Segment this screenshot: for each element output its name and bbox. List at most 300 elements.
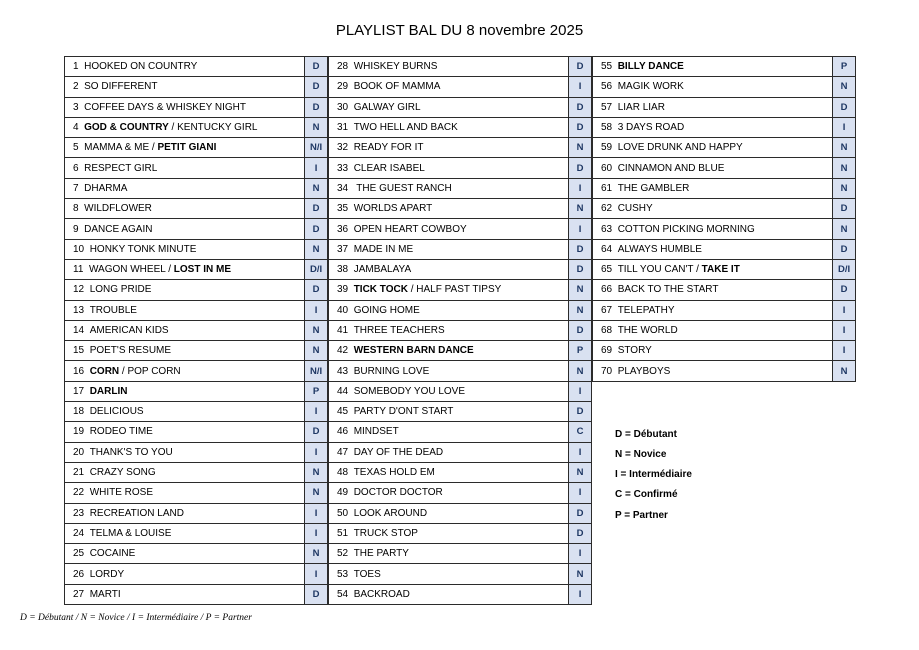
- song-title-cell: [65, 178, 305, 198]
- song-title-part: TWO HELL AND BACK: [353, 122, 458, 134]
- song-title-part: CUSHY: [617, 203, 653, 215]
- song-title-cell: [65, 544, 305, 564]
- song-title-part: JAMBALAYA: [353, 264, 412, 276]
- level-badge: P: [569, 341, 592, 361]
- table-row: [329, 239, 592, 259]
- level-badge: I: [569, 442, 592, 462]
- table-row: [593, 300, 856, 320]
- song-title-cell: [65, 361, 305, 381]
- song-number: 7: [73, 182, 79, 194]
- song-number: 59: [601, 142, 613, 154]
- song-number: 49: [337, 487, 349, 499]
- song-number: 20: [73, 446, 85, 458]
- level-badge: N: [833, 219, 856, 239]
- level-badge: N: [305, 341, 328, 361]
- level-badge: I: [305, 402, 328, 422]
- table-row: [329, 178, 592, 198]
- table-row: [329, 483, 592, 503]
- table-row: [329, 341, 592, 361]
- footnote: D = Débutant / N = Novice / I = Intermédiaire / P = Partner: [20, 613, 252, 623]
- song-title-cell: [65, 239, 305, 259]
- song-number: 69: [601, 345, 613, 357]
- song-title-cell: [65, 259, 305, 279]
- song-title-part: / POP CORN: [119, 365, 181, 377]
- song-number: 2: [73, 81, 79, 93]
- song-number: 31: [337, 122, 349, 134]
- level-badge: D: [569, 259, 592, 279]
- table-row: [65, 280, 328, 300]
- table-row: [65, 239, 328, 259]
- table-row: [65, 422, 328, 442]
- song-number: 44: [337, 385, 349, 397]
- table-row: [593, 77, 856, 97]
- song-number: 60: [601, 162, 613, 174]
- level-badge: D: [569, 239, 592, 259]
- song-title-cell: [329, 97, 569, 117]
- level-badge: N: [569, 199, 592, 219]
- table-row: [65, 564, 328, 584]
- song-title-part: LIAR LIAR: [617, 101, 665, 113]
- song-title-cell: [593, 361, 833, 381]
- song-title-cell: [329, 158, 569, 178]
- legend-item: N = Novice: [615, 449, 667, 460]
- song-title-part: PLAYBOYS: [617, 365, 671, 377]
- song-title-cell: [593, 219, 833, 239]
- level-badge: D: [305, 584, 328, 604]
- song-title-cell: [65, 97, 305, 117]
- song-title-part: DELICIOUS: [89, 406, 144, 418]
- song-title-part: COFFEE DAYS & WHISKEY NIGHT: [84, 101, 246, 113]
- level-badge: D: [833, 239, 856, 259]
- song-number: 30: [337, 101, 349, 113]
- level-badge: N: [305, 483, 328, 503]
- table-row: [329, 199, 592, 219]
- song-number: 13: [73, 304, 85, 316]
- table-row: [593, 341, 856, 361]
- level-badge: N/I: [305, 361, 328, 381]
- playlist-column-2: [328, 56, 592, 605]
- song-number: 61: [601, 182, 613, 194]
- song-number: 19: [73, 426, 85, 438]
- song-title-cell: [65, 564, 305, 584]
- song-title-cell: [65, 523, 305, 543]
- level-badge: D: [305, 77, 328, 97]
- table-row: [329, 138, 592, 158]
- song-title-part: RODEO TIME: [89, 426, 153, 438]
- song-number: 40: [337, 304, 349, 316]
- song-title-part: TOES: [353, 568, 381, 580]
- song-title-part: COCAINE: [89, 548, 136, 560]
- song-title-part: BILLY DANCE: [617, 61, 684, 73]
- song-number: 8: [73, 203, 79, 215]
- table-row: [65, 138, 328, 158]
- song-title-part: TILL YOU CAN'T /: [617, 264, 702, 276]
- song-title-part: COTTON PICKING MORNING: [617, 223, 755, 235]
- song-number: 27: [73, 588, 85, 600]
- song-title-part: THE PARTY: [353, 548, 409, 560]
- table-row: [593, 219, 856, 239]
- table-row: [329, 564, 592, 584]
- song-number: 56: [601, 81, 613, 93]
- level-badge: I: [833, 341, 856, 361]
- song-title-cell: [593, 138, 833, 158]
- song-title-cell: [329, 462, 569, 482]
- song-title-part: LOOK AROUND: [353, 507, 428, 519]
- table-row: [329, 422, 592, 442]
- song-title-cell: [65, 77, 305, 97]
- song-number: 32: [337, 142, 349, 154]
- level-badge: I: [833, 320, 856, 340]
- song-number: 14: [73, 325, 85, 336]
- level-badge: C: [569, 422, 592, 442]
- level-badge: I: [305, 158, 328, 178]
- table-row: [329, 300, 592, 320]
- song-title-cell: [65, 320, 305, 340]
- level-badge: D/I: [305, 259, 328, 279]
- song-number: 10: [73, 243, 85, 255]
- table-row: [593, 117, 856, 137]
- table-row: [65, 402, 328, 422]
- level-badge: N: [833, 138, 856, 158]
- song-title-cell: [329, 584, 569, 604]
- song-title-part: WESTERN BARN DANCE: [353, 345, 474, 357]
- song-number: 67: [601, 304, 613, 316]
- table-row: [329, 158, 592, 178]
- song-number: 29: [337, 81, 349, 93]
- level-badge: N: [305, 239, 328, 259]
- song-title-cell: [65, 402, 305, 422]
- song-title-part: LONG PRIDE: [89, 284, 152, 296]
- level-badge: D: [833, 97, 856, 117]
- level-badge: N: [569, 300, 592, 320]
- song-title-part: CRAZY SONG: [89, 467, 156, 479]
- song-title-cell: [65, 138, 305, 158]
- table-row: [593, 361, 856, 381]
- level-badge: N: [305, 544, 328, 564]
- song-number: 35: [337, 203, 349, 215]
- song-number: 52: [337, 548, 349, 560]
- table-row: [65, 320, 328, 340]
- level-badge: N/I: [305, 138, 328, 158]
- song-number: 43: [337, 365, 349, 377]
- song-title-part: ALWAYS HUMBLE: [617, 243, 702, 255]
- table-row: [329, 219, 592, 239]
- song-title-cell: [329, 300, 569, 320]
- song-title-part: CLEAR ISABEL: [353, 162, 425, 174]
- song-number: 42: [337, 345, 349, 357]
- song-title-cell: [329, 422, 569, 442]
- song-number: 4: [73, 122, 79, 134]
- song-title-cell: [329, 381, 569, 401]
- song-number: 22: [73, 487, 85, 499]
- song-number: 28: [337, 61, 349, 73]
- song-title-part: AMERICAN KIDS: [89, 325, 169, 336]
- level-badge: D: [305, 97, 328, 117]
- song-title-part: DAY OF THE DEAD: [353, 446, 444, 458]
- song-title-cell: [329, 564, 569, 584]
- song-title-part: MADE IN ME: [353, 243, 414, 255]
- song-title-part: TRUCK STOP: [353, 527, 418, 539]
- song-title-part: THREE TEACHERS: [353, 325, 445, 336]
- song-number: 17: [73, 385, 85, 397]
- song-number: 50: [337, 507, 349, 519]
- song-title-cell: [65, 300, 305, 320]
- song-title-part: LORDY: [89, 568, 125, 580]
- song-title-part: OPEN HEART COWBOY: [353, 223, 467, 235]
- legend-item: C = Confirmé: [615, 489, 678, 500]
- table-row: [593, 97, 856, 117]
- song-title-cell: [329, 259, 569, 279]
- song-number: 65: [601, 264, 613, 276]
- song-title-part: READY FOR IT: [353, 142, 424, 154]
- level-badge: I: [569, 483, 592, 503]
- song-title-cell: [329, 77, 569, 97]
- level-badge: I: [305, 300, 328, 320]
- table-row: [593, 138, 856, 158]
- song-title-part: TELEPATHY: [617, 304, 675, 316]
- song-title-part: / HALF PAST TIPSY: [407, 284, 502, 296]
- level-badge: D/I: [833, 259, 856, 279]
- level-badge: I: [833, 300, 856, 320]
- level-badge: N: [569, 564, 592, 584]
- table-row: [593, 57, 856, 77]
- song-title-cell: [65, 584, 305, 604]
- table-row: [65, 199, 328, 219]
- song-number: 9: [73, 223, 79, 235]
- song-number: 37: [337, 243, 349, 255]
- song-number: 16: [73, 365, 85, 377]
- song-number: 5: [73, 142, 79, 154]
- song-title-cell: [65, 503, 305, 523]
- table-row: [65, 158, 328, 178]
- level-badge: D: [569, 523, 592, 543]
- song-title-part: RECREATION LAND: [89, 507, 184, 519]
- song-number: 6: [73, 162, 79, 174]
- level-badge: N: [833, 178, 856, 198]
- song-number: 36: [337, 223, 349, 235]
- song-title-cell: [329, 361, 569, 381]
- table-row: [329, 402, 592, 422]
- song-number: 11: [73, 264, 84, 276]
- song-title-part: WHITE ROSE: [89, 487, 154, 499]
- song-title-part: TELMA & LOUISE: [89, 527, 172, 539]
- level-badge: N: [569, 462, 592, 482]
- song-title-part: BURNING LOVE: [353, 365, 430, 377]
- song-title-part: WHISKEY BURNS: [353, 61, 438, 73]
- table-row: [329, 442, 592, 462]
- song-title-cell: [65, 462, 305, 482]
- table-row: [65, 442, 328, 462]
- song-title-cell: [329, 138, 569, 158]
- table-row: [593, 158, 856, 178]
- legend-item: I = Intermédiaire: [615, 469, 692, 480]
- level-badge: I: [569, 584, 592, 604]
- table-row: [593, 280, 856, 300]
- song-number: 26: [73, 568, 85, 580]
- level-badge: N: [305, 117, 328, 137]
- table-row: [65, 523, 328, 543]
- level-badge: D: [569, 97, 592, 117]
- table-row: [329, 523, 592, 543]
- level-badge: D: [305, 280, 328, 300]
- level-badge: N: [833, 361, 856, 381]
- song-number: 63: [601, 223, 613, 235]
- table-row: [65, 97, 328, 117]
- song-title-part: WAGON WHEEL /: [88, 264, 174, 276]
- song-title-cell: [593, 117, 833, 137]
- song-title-part: SOMEBODY YOU LOVE: [353, 385, 466, 397]
- song-title-part: HONKY TONK MINUTE: [89, 243, 197, 255]
- song-number: 51: [337, 527, 349, 539]
- song-title-cell: [65, 219, 305, 239]
- song-title-cell: [329, 341, 569, 361]
- level-badge: D: [569, 57, 592, 77]
- song-title-cell: [329, 402, 569, 422]
- table-row: [329, 259, 592, 279]
- song-title-part: DARLIN: [89, 385, 128, 397]
- table-row: [65, 300, 328, 320]
- table-row: [65, 544, 328, 564]
- song-number: 15: [73, 345, 85, 357]
- level-badge: D: [569, 158, 592, 178]
- table-row: [329, 584, 592, 604]
- song-title-part: CINNAMON AND BLUE: [617, 162, 725, 174]
- song-number: 34: [337, 182, 349, 194]
- table-row: [329, 320, 592, 340]
- song-number: 53: [337, 568, 349, 580]
- table-row: [593, 178, 856, 198]
- legend-item: P = Partner: [615, 510, 668, 521]
- song-title-cell: [329, 442, 569, 462]
- song-number: 46: [337, 426, 349, 438]
- table-row: [329, 544, 592, 564]
- level-badge: I: [569, 381, 592, 401]
- song-title-cell: [329, 483, 569, 503]
- level-badge: N: [305, 320, 328, 340]
- level-badge: N: [569, 138, 592, 158]
- song-title-cell: [593, 239, 833, 259]
- level-badge: N: [833, 158, 856, 178]
- song-title-cell: [593, 280, 833, 300]
- level-badge: I: [305, 503, 328, 523]
- song-title-part: 3 DAYS ROAD: [617, 122, 685, 134]
- level-badge: P: [833, 57, 856, 77]
- song-title-cell: [65, 158, 305, 178]
- level-badge: I: [569, 219, 592, 239]
- song-number: 25: [73, 548, 85, 560]
- song-title-cell: [593, 158, 833, 178]
- song-number: 45: [337, 406, 349, 418]
- level-badge: N: [305, 462, 328, 482]
- song-title-cell: [65, 57, 305, 77]
- song-title-part: BACK TO THE START: [617, 284, 719, 296]
- level-badge: N: [569, 361, 592, 381]
- level-badge: I: [305, 442, 328, 462]
- song-title-cell: [329, 239, 569, 259]
- song-title-part: CORN: [89, 365, 120, 377]
- song-title-part: / KENTUCKY GIRL: [168, 122, 258, 134]
- table-row: [65, 483, 328, 503]
- song-number: 21: [73, 467, 85, 479]
- song-title-part: MINDSET: [353, 426, 399, 438]
- song-number: 68: [601, 325, 613, 336]
- table-row: [329, 503, 592, 523]
- song-number: 54: [337, 588, 349, 600]
- song-title-part: TICK TOCK: [353, 284, 408, 296]
- song-title-cell: [329, 320, 569, 340]
- song-title-part: THE GAMBLER: [617, 182, 690, 194]
- song-title-cell: [65, 341, 305, 361]
- song-title-part: THANK'S TO YOU: [89, 446, 173, 458]
- table-row: [65, 77, 328, 97]
- song-number: 48: [337, 467, 349, 479]
- table-row: [329, 97, 592, 117]
- song-number: 12: [73, 284, 85, 296]
- song-title-cell: [593, 77, 833, 97]
- level-badge: N: [833, 77, 856, 97]
- playlist-column-1: [64, 56, 328, 605]
- song-title-cell: [65, 422, 305, 442]
- level-badge: I: [569, 77, 592, 97]
- song-title-part: DOCTOR DOCTOR: [353, 487, 443, 499]
- song-title-part: MAGIK WORK: [617, 81, 684, 93]
- song-title-cell: [593, 341, 833, 361]
- song-title-part: GOD & COUNTRY: [84, 122, 169, 134]
- table-row: [65, 259, 328, 279]
- song-title-part: TAKE IT: [701, 264, 740, 276]
- level-badge: P: [305, 381, 328, 401]
- song-title-part: MARTI: [89, 588, 121, 600]
- table-row: [593, 199, 856, 219]
- table-row: [65, 341, 328, 361]
- song-title-cell: [593, 97, 833, 117]
- legend-item: D = Débutant: [615, 429, 677, 440]
- song-title-part: TEXAS HOLD EM: [353, 467, 435, 479]
- song-title-cell: [65, 199, 305, 219]
- level-badge: D: [305, 219, 328, 239]
- level-badge: D: [569, 402, 592, 422]
- song-title-cell: [329, 280, 569, 300]
- song-number: 62: [601, 203, 613, 215]
- level-badge: D: [569, 503, 592, 523]
- song-title-cell: [65, 483, 305, 503]
- level-badge: D: [569, 117, 592, 137]
- level-badge: I: [833, 117, 856, 137]
- table-row: [329, 361, 592, 381]
- song-title-cell: [593, 320, 833, 340]
- song-title-cell: [593, 300, 833, 320]
- song-title-cell: [329, 544, 569, 564]
- song-title-cell: [65, 117, 305, 137]
- song-number: 33: [337, 162, 349, 174]
- table-row: [65, 361, 328, 381]
- table-row: [329, 57, 592, 77]
- song-title-part: BACKROAD: [353, 588, 410, 600]
- song-title-cell: [65, 280, 305, 300]
- song-title-cell: [329, 503, 569, 523]
- table-row: [65, 219, 328, 239]
- song-title-part: RESPECT GIRL: [84, 162, 158, 174]
- song-number: 24: [73, 527, 85, 539]
- song-number: 3: [73, 101, 79, 113]
- song-title-part: SO DIFFERENT: [84, 81, 158, 93]
- page-title: PLAYLIST BAL DU 8 novembre 2025: [335, 22, 584, 39]
- playlist-column-3: [592, 56, 856, 382]
- song-title-part: STORY: [617, 345, 652, 357]
- song-title-cell: [593, 57, 833, 77]
- song-title-part: PARTY D'ONT START: [353, 406, 454, 418]
- table-row: [329, 77, 592, 97]
